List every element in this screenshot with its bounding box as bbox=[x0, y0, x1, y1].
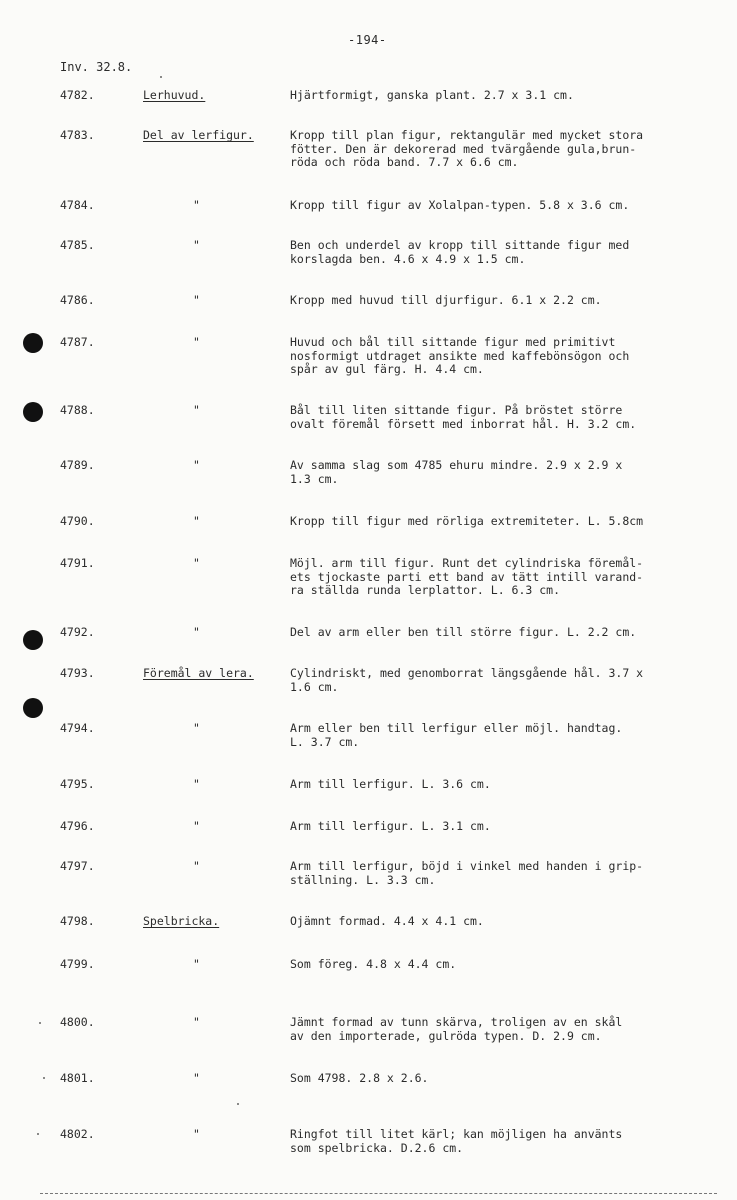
paper-speck bbox=[43, 1077, 45, 1079]
entry-number: 4801. bbox=[60, 1071, 95, 1085]
entry-number: 4785. bbox=[60, 238, 95, 252]
entry-category: " bbox=[193, 1015, 200, 1029]
entry-number: 4791. bbox=[60, 556, 95, 570]
paper-speck bbox=[39, 1022, 41, 1024]
entry-number: 4799. bbox=[60, 957, 95, 971]
punch-hole bbox=[23, 630, 43, 650]
entry-number: 4784. bbox=[60, 198, 95, 212]
entry-description: Jämnt formad av tunn skärva, troligen av en skål av den importerade, gulröda typen. D. 2.9 cm. bbox=[290, 1015, 623, 1043]
paper-speck bbox=[160, 76, 162, 78]
entry-description: Ringfot till litet kärl; kan möjligen ha använts som spelbricka. D.2.6 cm. bbox=[290, 1127, 623, 1155]
punch-hole bbox=[23, 698, 43, 718]
entry-number: 4795. bbox=[60, 777, 95, 791]
entry-category: Spelbricka. bbox=[143, 914, 220, 928]
entry-description: Av samma slag som 4785 ehuru mindre. 2.9 x 2.9 x 1.3 cm. bbox=[290, 458, 623, 486]
inventory-label: Inv. 32.8. bbox=[60, 60, 133, 74]
entry-category: " bbox=[193, 458, 200, 472]
entry-category: " bbox=[193, 819, 200, 833]
punch-hole bbox=[23, 333, 43, 353]
bottom-rule bbox=[40, 1193, 717, 1194]
entry-number: 4788. bbox=[60, 403, 95, 417]
entry-number: 4782. bbox=[60, 88, 95, 102]
entry-number: 4802. bbox=[60, 1127, 95, 1141]
entry-description: Arm till lerfigur. L. 3.6 cm. bbox=[290, 777, 491, 791]
entry-description: Arm till lerfigur, böjd i vinkel med handen i grip- ställning. L. 3.3 cm. bbox=[290, 859, 644, 887]
entry-number: 4793. bbox=[60, 666, 95, 680]
entry-category: " bbox=[193, 721, 200, 735]
entry-description: Ojämnt formad. 4.4 x 4.1 cm. bbox=[290, 914, 484, 928]
entry-category: Lerhuvud. bbox=[143, 88, 206, 102]
entry-number: 4794. bbox=[60, 721, 95, 735]
entry-description: Huvud och bål till sittande figur med primitivt nosformigt utdraget ansikte med kaffebönsögon och spår av gul färg. H. 4.4 cm. bbox=[290, 335, 630, 376]
entry-category: " bbox=[193, 859, 200, 873]
entry-description: Ben och underdel av kropp till sittande figur med korslagda ben. 4.6 x 4.9 x 1.5 cm. bbox=[290, 238, 630, 266]
entry-description: Cylindriskt, med genomborrat längsgående hål. 3.7 x 1.6 cm. bbox=[290, 666, 644, 694]
entry-number: 4789. bbox=[60, 458, 95, 472]
entry-number: 4800. bbox=[60, 1015, 95, 1029]
entry-description: Hjärtformigt, ganska plant. 2.7 x 3.1 cm. bbox=[290, 88, 574, 102]
entry-description: Arm till lerfigur. L. 3.1 cm. bbox=[290, 819, 491, 833]
entry-description: Möjl. arm till figur. Runt det cylindriska föremål- ets tjockaste parti ett band av tätt intill varand- ra ställda runda lerplattor. L. 6.3 cm. bbox=[290, 556, 644, 597]
entry-description: Kropp till figur av Xolalpan-typen. 5.8 x 3.6 cm. bbox=[290, 198, 630, 212]
entry-number: 4796. bbox=[60, 819, 95, 833]
entry-category: Föremål av lera. bbox=[143, 666, 254, 680]
entry-number: 4797. bbox=[60, 859, 95, 873]
entry-description: Kropp med huvud till djurfigur. 6.1 x 2.2 cm. bbox=[290, 293, 602, 307]
entry-description: Kropp till figur med rörliga extremiteter. L. 5.8cm bbox=[290, 514, 644, 528]
entry-description: Del av arm eller ben till större figur. L. 2.2 cm. bbox=[290, 625, 637, 639]
entry-number: 4787. bbox=[60, 335, 95, 349]
entry-category: " bbox=[193, 403, 200, 417]
entry-description: Bål till liten sittande figur. På bröstet större ovalt föremål försett med inborrat hål. H. 3.2 cm. bbox=[290, 403, 637, 431]
entry-category: Del av lerfigur. bbox=[143, 128, 254, 142]
entry-number: 4786. bbox=[60, 293, 95, 307]
page-number: -194- bbox=[348, 33, 387, 47]
entry-category: " bbox=[193, 957, 200, 971]
entry-number: 4798. bbox=[60, 914, 95, 928]
entry-category: " bbox=[193, 777, 200, 791]
entry-category: " bbox=[193, 514, 200, 528]
entry-number: 4790. bbox=[60, 514, 95, 528]
entry-category: " bbox=[193, 198, 200, 212]
entry-description: Kropp till plan figur, rektangulär med mycket stora fötter. Den är dekorerad med tvärgående gula,brun- röda och röda band. 7.7 x 6.6 cm. bbox=[290, 128, 644, 169]
entry-description: Arm eller ben till lerfigur eller möjl. handtag. L. 3.7 cm. bbox=[290, 721, 623, 749]
paper-speck bbox=[37, 1133, 39, 1135]
entry-category: " bbox=[193, 625, 200, 639]
entry-category: " bbox=[193, 238, 200, 252]
entry-category: " bbox=[193, 335, 200, 349]
entry-category: " bbox=[193, 1071, 200, 1085]
punch-hole bbox=[23, 402, 43, 422]
paper-speck bbox=[237, 1103, 239, 1105]
entry-number: 4783. bbox=[60, 128, 95, 142]
entry-category: " bbox=[193, 556, 200, 570]
entry-category: " bbox=[193, 1127, 200, 1141]
entry-category: " bbox=[193, 293, 200, 307]
entry-description: Som 4798. 2.8 x 2.6. bbox=[290, 1071, 429, 1085]
entry-number: 4792. bbox=[60, 625, 95, 639]
entry-description: Som föreg. 4.8 x 4.4 cm. bbox=[290, 957, 457, 971]
